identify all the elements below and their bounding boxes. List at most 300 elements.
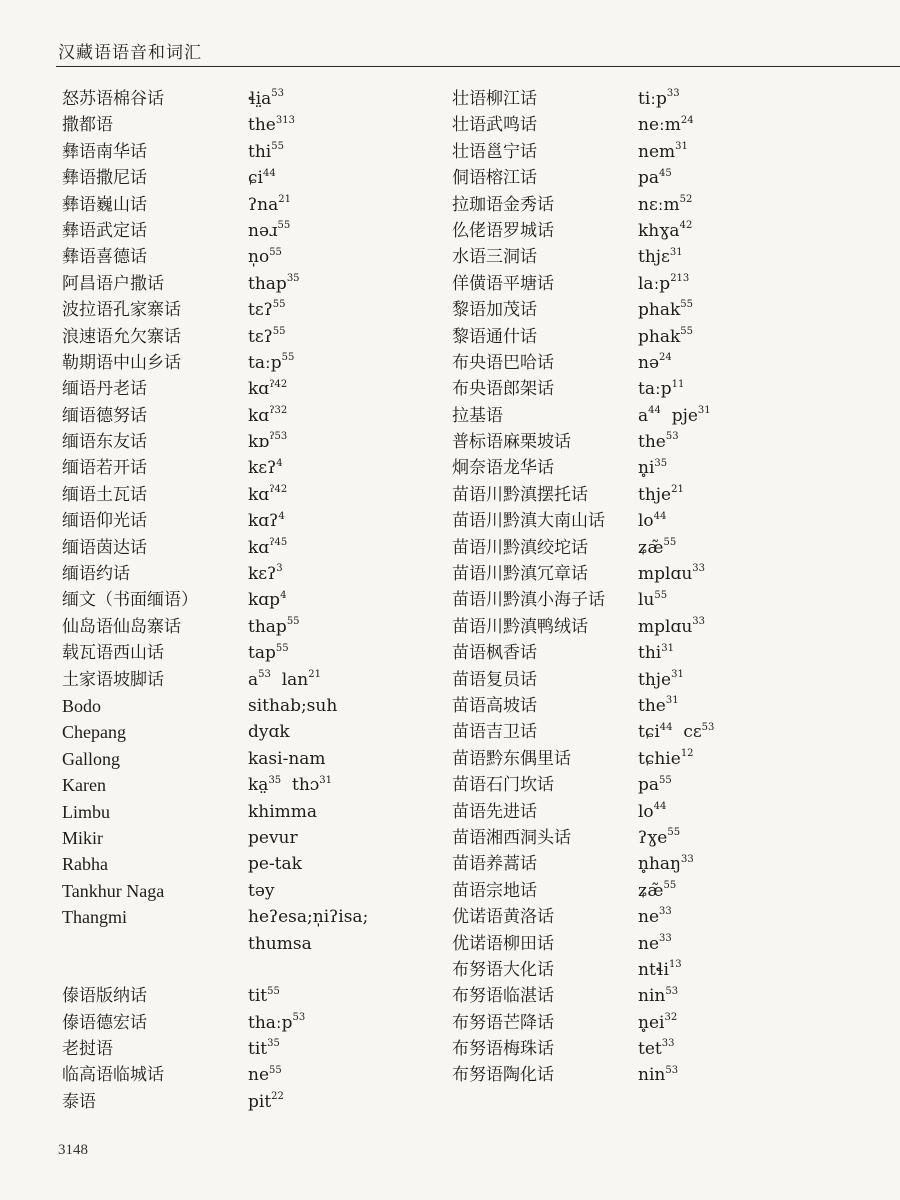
tone-mark: 31: [665, 695, 679, 707]
language-name: 苗语先进话: [452, 801, 537, 822]
language-name: 黎语通什话: [452, 326, 537, 347]
word-form: [638, 587, 667, 613]
form-text: ne: [248, 1065, 270, 1086]
tone-mark: 53: [271, 88, 285, 100]
form-text: nem: [638, 141, 676, 162]
language-name: 苗语川黔滇小海子话: [452, 590, 605, 611]
form-text: kɑʔ: [248, 511, 279, 532]
form-text: lo: [638, 801, 654, 822]
tone-mark: 31: [661, 642, 674, 654]
form-text: taːp: [638, 379, 672, 400]
tone-mark: 55: [667, 827, 681, 839]
tone-mark-2: 31: [697, 405, 711, 417]
entry-row: [62, 218, 442, 244]
header-rule: [56, 66, 900, 67]
entry-row: [452, 271, 872, 297]
entry-row: [452, 139, 872, 165]
tone-mark: 4: [278, 510, 285, 522]
form-text: tap: [248, 643, 276, 664]
form-text: pevur: [248, 827, 298, 848]
entry-row: [452, 482, 872, 508]
word-form: [248, 244, 282, 270]
form-text-2: lan: [281, 669, 309, 690]
tone-mark: 44: [648, 405, 661, 417]
tone-mark: 55: [680, 325, 694, 337]
entry-row: [452, 1062, 872, 1088]
form-text: pe-tak: [248, 854, 302, 875]
language-name: 壮语邕宁话: [452, 141, 537, 162]
form-text: təy: [248, 880, 275, 901]
word-form: [638, 799, 666, 825]
word-form: [248, 1010, 305, 1036]
form-text: tit: [248, 986, 268, 1007]
word-form: [248, 1062, 282, 1088]
form-text: laːp: [638, 273, 671, 294]
tone-mark: 55: [269, 246, 282, 258]
form-text: khimma: [248, 801, 318, 822]
left-column: [62, 86, 442, 1115]
tone-mark: 33: [661, 1038, 675, 1050]
form-text: kɑ: [248, 484, 270, 505]
form-text-2: cɛ: [683, 722, 702, 743]
word-form: [638, 719, 714, 745]
language-name: 佯僙语平塘话: [452, 273, 554, 294]
entry-row: [452, 1036, 872, 1062]
word-form: [248, 482, 287, 508]
entry-row: [62, 139, 442, 165]
tone-mark: 33: [692, 616, 706, 628]
language-name: 布央语郎架话: [452, 379, 554, 400]
tone-mark: 55: [654, 589, 668, 601]
language-name: Limbu: [62, 801, 110, 822]
word-form: [638, 350, 672, 376]
entry-row: [452, 429, 872, 455]
entry-row: [62, 825, 442, 851]
entry-row: [452, 799, 872, 825]
form-text: ne: [638, 907, 660, 928]
language-name: Chepang: [62, 722, 126, 743]
word-form: [248, 403, 287, 429]
form-text: taːp: [248, 352, 282, 373]
entry-row: [62, 719, 442, 745]
word-form: [638, 904, 672, 930]
form-text: kɑ: [248, 405, 270, 426]
entry-row: [62, 165, 442, 191]
entry-row: [452, 878, 872, 904]
form-text: tɕi: [638, 722, 660, 743]
tone-mark: 3: [276, 563, 283, 575]
tone-mark: 55: [272, 325, 286, 337]
form-text: thap: [248, 273, 287, 294]
word-form: [248, 587, 286, 613]
form-text: nin: [638, 1065, 666, 1086]
tone-mark: 13: [668, 959, 682, 971]
form-text: n̥haŋ: [638, 854, 681, 875]
language-name: 拉珈语金秀话: [452, 194, 554, 215]
tone-mark: 44: [653, 800, 667, 812]
entry-row: [62, 324, 442, 350]
tone-mark: 33: [659, 906, 672, 918]
word-form: [248, 508, 285, 534]
form-text: thi: [248, 141, 272, 162]
tone-mark: 55: [271, 141, 284, 153]
tone-mark: 55: [272, 299, 286, 311]
word-form: [248, 297, 286, 323]
word-form: [638, 535, 676, 561]
form-text: thaːp: [248, 1012, 293, 1033]
tone-mark: 55: [286, 616, 300, 628]
word-form: [638, 455, 667, 481]
tone-mark: 42: [679, 220, 693, 232]
entry-row: [62, 983, 442, 1009]
tone-mark: 31: [671, 668, 684, 680]
language-name: 苗语枫香话: [452, 643, 537, 664]
language-name: 优诺语柳田话: [452, 933, 554, 954]
language-name: 苗语川黔滇绞坨话: [452, 537, 588, 558]
form-text: thje: [638, 484, 672, 505]
word-form: [248, 139, 284, 165]
tone-mark: 11: [671, 378, 685, 390]
language-name: 黎语加茂话: [452, 300, 537, 321]
entry-row: [452, 640, 872, 666]
entry-row: [452, 851, 872, 877]
entry-row: [62, 429, 442, 455]
word-form: [248, 640, 289, 666]
word-form: [248, 165, 276, 191]
word-form: [248, 878, 275, 904]
word-form: [638, 851, 694, 877]
tone-mark-2: 31: [319, 774, 333, 786]
language-name: 布努语大化话: [452, 959, 554, 980]
entry-row: [452, 376, 872, 402]
language-name: 布央语巴哈话: [452, 352, 554, 373]
entry-row: [62, 297, 442, 323]
running-head-title: 汉藏语语音和词汇: [58, 43, 202, 63]
tone-mark: 55: [269, 1064, 282, 1076]
entry-row: [62, 904, 442, 930]
form-text: phak: [638, 326, 681, 347]
word-form: [638, 403, 711, 429]
word-form: [638, 139, 688, 165]
form-text: mplɑu: [638, 564, 693, 585]
language-name: 傣语版纳话: [62, 986, 147, 1007]
word-form: [638, 1036, 674, 1062]
form-text: tit: [248, 1039, 268, 1060]
tone-mark: ʔ42: [269, 484, 288, 496]
word-form: [248, 192, 291, 218]
tone-mark: 52: [679, 193, 693, 205]
word-form: [248, 614, 300, 640]
word-form: [638, 508, 666, 534]
language-name: 怒苏语棉谷话: [62, 89, 164, 109]
word-form: [638, 324, 693, 350]
form-text: ntɬi: [638, 959, 669, 980]
tone-mark: 35: [286, 273, 300, 285]
form-text: ʔɣe: [638, 827, 668, 848]
entry-row: [62, 772, 442, 798]
form-text: tɕhie: [638, 748, 681, 769]
form-text: n̩o: [248, 247, 270, 268]
form-text: the: [638, 695, 666, 716]
language-name: 布努语临湛话: [452, 986, 554, 1007]
form-text: the: [248, 115, 276, 136]
tone-mark: 33: [692, 563, 706, 575]
word-form: [248, 86, 284, 112]
form-text: a: [248, 669, 259, 690]
word-form: [638, 192, 692, 218]
word-form: [248, 667, 321, 693]
entry-row: [62, 455, 442, 481]
form-text: ne: [638, 933, 660, 954]
language-name: Tankhur Naga: [62, 880, 165, 901]
word-form: [248, 350, 294, 376]
page-number: 3148: [58, 1142, 88, 1158]
language-name: 优诺语黄洛话: [452, 907, 554, 928]
word-form: [638, 218, 692, 244]
tone-mark: 53: [292, 1012, 306, 1024]
tone-mark: 31: [669, 246, 683, 258]
language-name: 苗语高坡话: [452, 695, 537, 716]
language-name: 布努语芒降话: [452, 1012, 554, 1033]
form-text: kɛʔ: [248, 564, 277, 585]
tone-mark: 55: [281, 352, 295, 364]
tone-mark: 53: [258, 668, 271, 680]
form-text: tɛʔ: [248, 326, 273, 347]
language-name: Rabha: [62, 854, 108, 875]
form-text: nin: [638, 986, 666, 1007]
entry-row: [62, 799, 442, 825]
word-form: [248, 271, 300, 297]
form-text: lo: [638, 511, 654, 532]
language-name: 苗语养蒿话: [452, 854, 537, 875]
language-name: Gallong: [62, 748, 120, 769]
tone-mark: 55: [267, 985, 280, 997]
entry-row: [62, 640, 442, 666]
entry-row: [62, 878, 442, 904]
word-form: [248, 983, 280, 1009]
form-text: lu: [638, 590, 655, 611]
form-text: ʔna: [248, 194, 279, 215]
entry-row: [62, 1010, 442, 1036]
language-name: 载瓦语西山话: [62, 643, 164, 664]
language-name: 彝语南华话: [62, 141, 147, 162]
word-form: [248, 746, 326, 772]
entry-row: [452, 931, 872, 957]
language-name: 苗语川黔滇冗章话: [452, 564, 588, 585]
right-column: [452, 86, 872, 1089]
tone-mark: ʔ42: [269, 378, 288, 390]
entry-row: [62, 508, 442, 534]
word-form: [248, 799, 317, 825]
tone-mark: 12: [680, 748, 694, 760]
language-name: 彝语武定话: [62, 220, 147, 241]
entry-row: [62, 1036, 442, 1062]
tone-mark: 44: [262, 167, 276, 179]
form-text: kɑp: [248, 590, 281, 611]
form-text: a: [638, 405, 649, 426]
language-name: 拉基语: [452, 405, 503, 426]
form-text: n̥i: [638, 458, 655, 479]
language-name: 缅语德努话: [62, 405, 147, 426]
form-text: thap: [248, 616, 287, 637]
entry-row: [452, 1010, 872, 1036]
word-form: [248, 218, 290, 244]
tone-mark: 55: [277, 220, 291, 232]
form-text: neːm: [638, 115, 681, 136]
language-name: 彝语喜德话: [62, 247, 147, 268]
language-name: 苗语宗地话: [452, 880, 537, 901]
form-text: khɣa: [638, 220, 680, 241]
word-form: [248, 772, 332, 798]
word-form: [248, 1089, 284, 1115]
entry-row: [452, 244, 872, 270]
entry-row: [452, 192, 872, 218]
tone-mark: 55: [680, 299, 694, 311]
language-name: 傣语德宏话: [62, 1012, 147, 1033]
entry-row: [62, 614, 442, 640]
form-text: nə: [638, 352, 660, 373]
entry-row: [62, 403, 442, 429]
language-name: 苗语川黔滇摆托话: [452, 484, 588, 505]
tone-mark: 45: [659, 167, 672, 179]
entry-row: [452, 614, 872, 640]
entry-row: [62, 587, 442, 613]
word-form: [248, 931, 312, 957]
entry-row: [62, 561, 442, 587]
language-name: 苗语复员话: [452, 669, 537, 690]
entry-row: [452, 693, 872, 719]
language-name: 缅语丹老话: [62, 379, 147, 400]
tone-mark: 32: [664, 1012, 678, 1024]
language-name: 缅语东友话: [62, 432, 147, 453]
word-form: [248, 112, 295, 138]
language-name: 布努语陶化话: [452, 1065, 554, 1086]
word-form: [638, 983, 678, 1009]
word-form: [638, 746, 694, 772]
entry-row: [62, 482, 442, 508]
form-text: phak: [638, 300, 681, 321]
word-form: [638, 931, 672, 957]
language-name: 浪速语允欠寨话: [62, 326, 181, 347]
word-form: [248, 455, 283, 481]
form-text: tɛʔ: [248, 300, 273, 321]
tone-mark: 33: [666, 88, 680, 100]
entry-row: [62, 851, 442, 877]
entry-row: [62, 271, 442, 297]
word-form: [638, 429, 679, 455]
form-text: kɛʔ: [248, 458, 277, 479]
entry-row: [452, 772, 872, 798]
tone-mark: 21: [278, 193, 291, 205]
language-name: 缅语仰光话: [62, 511, 147, 532]
tone-mark: 55: [663, 536, 677, 548]
language-name: 仙岛语仙岛寨话: [62, 616, 181, 637]
tone-mark: 213: [670, 273, 690, 285]
word-form: [638, 376, 684, 402]
form-text: thjɛ: [638, 247, 670, 268]
tone-mark: 55: [659, 774, 672, 786]
word-form: [638, 693, 679, 719]
language-name: 苗语石门坎话: [452, 775, 554, 796]
tone-mark: ʔ45: [269, 536, 288, 548]
language-name: 老挝语: [62, 1039, 113, 1060]
form-text: pa: [638, 168, 660, 189]
form-text: ɬi̤a: [248, 89, 272, 109]
language-name: 侗语榕江话: [452, 168, 537, 189]
word-form: [248, 324, 286, 350]
entry-row: [62, 350, 442, 376]
language-name: 水语三洞话: [452, 247, 537, 268]
entry-row: [452, 667, 872, 693]
language-name: 苗语黔东偶里话: [452, 748, 571, 769]
entry-row: [62, 86, 442, 112]
language-name: 泰语: [62, 1091, 96, 1112]
tone-mark: ʔ53: [269, 431, 288, 443]
word-form: [638, 957, 682, 983]
entry-row: [452, 825, 872, 851]
language-name: Karen: [62, 775, 106, 796]
form-text-2: pje: [671, 405, 698, 426]
entry-row: [452, 746, 872, 772]
word-form: [638, 614, 705, 640]
form-text: thi: [638, 643, 662, 664]
tone-mark: 53: [665, 431, 679, 443]
form-text: n̥ei: [638, 1012, 665, 1033]
language-name: 撒都语: [62, 115, 113, 136]
tone-mark: 35: [654, 457, 668, 469]
form-text: thje: [638, 669, 672, 690]
language-name: 彝语巍山话: [62, 194, 147, 215]
word-form: [638, 86, 680, 112]
tone-mark: 44: [653, 510, 667, 522]
entry-row: [452, 983, 872, 1009]
language-name: 缅语若开话: [62, 458, 147, 479]
entry-row: [62, 1062, 442, 1088]
entry-row: [62, 376, 442, 402]
form-text: heʔesa;n̩iʔisa;: [248, 907, 369, 928]
form-text: sithab;suh: [248, 695, 338, 716]
form-text: kɒ: [248, 432, 270, 453]
entry-row: [62, 244, 442, 270]
form-text: ʑæ̃: [638, 537, 664, 558]
form-text: tet: [638, 1039, 662, 1060]
tone-mark: ʔ32: [269, 405, 288, 417]
language-name: Thangmi: [62, 907, 127, 928]
tone-mark: 4: [280, 589, 287, 601]
word-form: [638, 667, 684, 693]
entry-row: [452, 403, 872, 429]
tone-mark: 44: [659, 721, 673, 733]
tone-mark: 31: [675, 141, 688, 153]
entry-row: [62, 957, 442, 983]
language-name: 波拉语孔家寨话: [62, 300, 181, 321]
word-form: [248, 693, 337, 719]
word-form: [248, 561, 283, 587]
tone-mark-2: 21: [308, 668, 321, 680]
entry-row: [62, 693, 442, 719]
form-text: tiːp: [638, 89, 667, 109]
tone-mark: 313: [275, 114, 295, 126]
entry-row: [62, 112, 442, 138]
language-name: 苗语川黔滇鸭绒话: [452, 616, 588, 637]
language-name: 仫佬语罗城话: [452, 220, 554, 241]
word-form: [248, 376, 287, 402]
word-form: [638, 165, 672, 191]
language-name: 缅语约话: [62, 564, 130, 585]
word-form: [248, 535, 287, 561]
entry-row: [452, 112, 872, 138]
tone-mark: 33: [680, 853, 694, 865]
